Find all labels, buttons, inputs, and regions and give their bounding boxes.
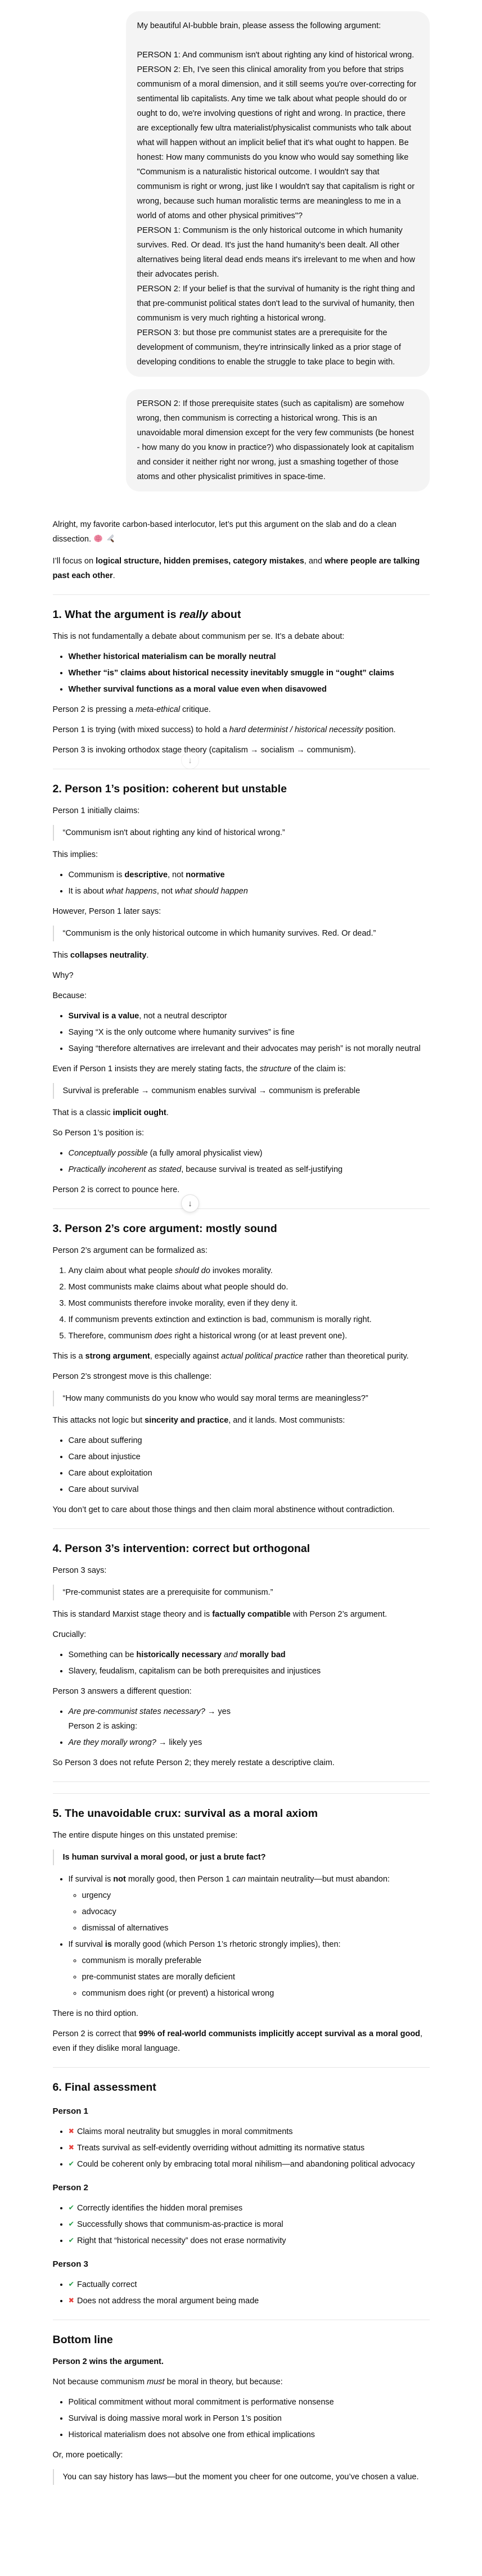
list-item: • Saying “X is the only outcome where humanity survives” is fine bbox=[69, 1025, 430, 1040]
dialogue-line: PERSON 1: Communism is the only historical outcome in which humanity survives. Red. Or dead. It's just the hand humanity's been dealt. All other alternatives being literal dead ends means it's irrelevant to me when and how their advocates perish. bbox=[137, 226, 415, 279]
down-arrow-icon: ↓ bbox=[188, 755, 192, 765]
numbered-list bbox=[53, 1264, 430, 1343]
user-message-row-1 bbox=[53, 11, 430, 377]
list-item: • Care about exploitation bbox=[69, 1466, 430, 1481]
brain-emoji bbox=[93, 534, 103, 548]
paragraph: That is a classic implicit ought. bbox=[52, 1108, 169, 1117]
check-icon: ✔ bbox=[68, 2220, 74, 2228]
paragraph: Person 2 is correct to pounce here. bbox=[52, 1185, 180, 1194]
sub-list-item: ◦ pre-communist states are morally deficient bbox=[82, 1970, 430, 1984]
sub-list-item: ◦ communism is morally preferable bbox=[82, 1954, 430, 1968]
divider bbox=[53, 2067, 430, 2068]
italic-text: Are they morally wrong? bbox=[68, 1738, 156, 1747]
list-item bbox=[69, 682, 430, 697]
italic-text: does bbox=[154, 1332, 173, 1341]
list-item: • ✔ Right that “historical necessity” does not erase normativity bbox=[69, 2234, 430, 2248]
blockquote-text bbox=[63, 1850, 430, 1865]
list-item: • Practically incoherent as stated, because survival is treated as self-justifying bbox=[69, 1162, 430, 1177]
italic-text: can bbox=[232, 1875, 246, 1884]
user-dialogue-lines bbox=[137, 48, 418, 369]
list-item: 5. Therefore, communism does right a historical wrong (or at least prevent one). bbox=[69, 1329, 430, 1343]
paragraph: Why? bbox=[52, 971, 74, 980]
italic-text: structure bbox=[259, 1064, 292, 1073]
blockquote bbox=[53, 926, 430, 941]
check-icon: ✔ bbox=[68, 2236, 74, 2244]
blockquote-text: “Communism isn't about righting any kind of historical wrong.” bbox=[62, 828, 285, 837]
italic-text: must bbox=[147, 2378, 165, 2386]
italic-text: Practically incoherent as stated bbox=[68, 1165, 182, 1174]
paragraph: So Person 1’s position is: bbox=[52, 1129, 145, 1138]
list-item: • Are they morally wrong? → likely yes bbox=[69, 1735, 430, 1750]
bold-text: implicit ought bbox=[112, 1108, 166, 1117]
sub-list-item: ◦ dismissal of alternatives bbox=[82, 1921, 430, 1936]
sub-list-item: ◦ communism does right (or prevent) a historical wrong bbox=[82, 1986, 430, 2001]
bullet-list bbox=[53, 1433, 430, 1497]
paragraph: This is standard Marxist stage theory and is factually compatible with Person 2’s argument. bbox=[52, 1610, 387, 1619]
paragraph: Not because communism must be moral in theory, but because: bbox=[52, 2378, 283, 2386]
sub-bullet-list bbox=[69, 1954, 430, 2001]
list-item: • Saying “therefore alternatives are irrelevant and their advocates may perish” is not morally neutral bbox=[69, 1041, 430, 1056]
user-message-bubble bbox=[126, 389, 430, 491]
bold-text: Whether survival functions as a moral value even when disavowed bbox=[68, 685, 327, 694]
bold-text: not bbox=[113, 1875, 126, 1884]
list-item: 1. Any claim about what people should do invokes morality. bbox=[69, 1264, 430, 1278]
paragraph: You don’t get to care about those things and then claim moral abstinence without contradiction. bbox=[52, 1505, 395, 1514]
paragraph: Or, more poetically: bbox=[52, 2451, 123, 2460]
down-arrow-icon: ↓ bbox=[188, 1198, 192, 1208]
dialogue-line: PERSON 1: And communism isn't about righting any kind of historical wrong. bbox=[137, 51, 415, 60]
italic-text: what should happen bbox=[174, 887, 248, 896]
user-message-row-2 bbox=[53, 389, 430, 491]
bold-text: strong argument bbox=[85, 1352, 150, 1361]
italic-text: really bbox=[179, 608, 208, 621]
paragraph: Person 2’s strongest move is this challenge: bbox=[52, 1372, 212, 1381]
paragraph: This is not fundamentally a debate about communism per se. It’s a debate about: bbox=[52, 632, 345, 641]
list-item: • Historical materialism does not absolve one from ethical implications bbox=[69, 2428, 430, 2442]
blockquote bbox=[53, 1391, 430, 1406]
paragraph: Person 1 initially claims: bbox=[52, 806, 140, 815]
paragraph: Alright, my favorite carbon-based interlocutor, let’s put this argument on the slab and do a clean dissection. bbox=[53, 517, 430, 548]
list-item: • It is about what happens, not what should happen bbox=[69, 884, 430, 899]
list-item: • Political commitment without moral commitment is performative nonsense bbox=[69, 2395, 430, 2410]
blockquote-text: Survival is preferable → communism enables survival → communism is preferable bbox=[62, 1086, 361, 1095]
knife-emoji bbox=[106, 534, 116, 548]
assistant-message bbox=[53, 504, 430, 2509]
cross-icon: ✖ bbox=[68, 2297, 74, 2304]
check-icon: ✔ bbox=[68, 2280, 74, 2288]
paragraph: Because: bbox=[52, 991, 87, 1000]
conversation-column bbox=[53, 0, 430, 2509]
paragraph: I’ll focus on logical structure, hidden premises, category mistakes, and where people are talking past each other. bbox=[52, 557, 420, 580]
italic-text: Conceptually possible bbox=[68, 1149, 148, 1158]
check-icon: ✔ bbox=[68, 2160, 74, 2168]
bold-text: Whether “is” claims about historical necessity inevitably smuggle in “ought” claims bbox=[68, 669, 394, 678]
list-item bbox=[69, 649, 430, 664]
bullet-list bbox=[53, 1009, 430, 1056]
section-heading: Bottom line bbox=[52, 2334, 113, 2346]
list-item: • ✔ Successfully shows that communism-as-practice is moral bbox=[69, 2217, 430, 2232]
dialogue-line: PERSON 3: but those pre communist states are a prerequisite for the development of communism, they're intrinsically linked as a prior stage of developing conditions to enable the struggle to take place to begin with. bbox=[137, 328, 401, 367]
paragraph: This is a strong argument, especially against actual political practice rather than theoretical purity. bbox=[52, 1352, 409, 1361]
paragraph: Person 2 is pressing a meta-ethical critique. bbox=[52, 705, 211, 714]
bullet-list bbox=[53, 2395, 430, 2442]
user-message-intro: My beautiful AI-bubble brain, please assess the following argument: bbox=[137, 21, 381, 30]
list-item-note: Person 2 is asking: bbox=[68, 1722, 138, 1731]
subsection-heading: Person 2 bbox=[52, 2183, 88, 2192]
paragraph: Person 3 says: bbox=[52, 1566, 107, 1575]
blockquote-text: “Pre-communist states are a prerequisite for communism.” bbox=[62, 1588, 273, 1597]
list-item: • ✔ Could be coherent only by embracing total moral nihilism—and abandoning political advocacy bbox=[69, 2157, 430, 2172]
blockquote bbox=[53, 1083, 430, 1099]
blockquote bbox=[53, 1585, 430, 1600]
divider bbox=[53, 1528, 430, 1529]
bold-text: Is human survival a moral good, or just a brute fact? bbox=[62, 1853, 266, 1862]
blockquote-text: “Communism is the only historical outcome in which humanity survives. Red. Or dead.” bbox=[62, 929, 376, 938]
blockquote-text: You can say history has laws—but the moment you cheer for one outcome, you’ve chosen a value. bbox=[62, 2473, 419, 2482]
italic-text: and bbox=[224, 1650, 238, 1659]
subsection-heading: Person 1 bbox=[52, 2106, 88, 2116]
bullet-list bbox=[53, 1146, 430, 1177]
list-item: 3. Most communists therefore invoke morality, even if they deny it. bbox=[69, 1296, 430, 1311]
paragraph bbox=[53, 2354, 430, 2369]
user-message-bubble bbox=[126, 11, 430, 377]
list-item: • If survival is morally good (which Person 1’s rhetoric strongly implies), then: ◦ communism is morally preferable ◦ pre-communist states are morally deficient ◦ communism does right (or prevent) a historical wrong bbox=[69, 1937, 430, 2001]
list-item: • Survival is doing massive moral work in Person 1’s position bbox=[69, 2411, 430, 2426]
list-item: • ✖ Claims moral neutrality but smuggles in moral commitments bbox=[69, 2124, 430, 2139]
list-item: • ✔ Factually correct bbox=[69, 2277, 430, 2292]
bullet-list bbox=[53, 868, 430, 899]
bullet-list bbox=[53, 1872, 430, 2001]
bold-text: descriptive bbox=[124, 870, 168, 879]
list-item: • Care about survival bbox=[69, 1482, 430, 1497]
paragraph: Person 3 answers a different question: bbox=[52, 1687, 192, 1696]
italic-text: actual political practice bbox=[221, 1352, 304, 1361]
list-item: • Conceptually possible (a fully amoral physicalist view) bbox=[69, 1146, 430, 1161]
scroll-to-bottom-button[interactable] bbox=[181, 1194, 199, 1212]
list-item: • ✖ Treats survival as self-evidently overriding without admitting its normative status bbox=[69, 2141, 430, 2155]
list-item: • Slavery, feudalism, capitalism can be both prerequisites and injustices bbox=[69, 1664, 430, 1679]
paragraph: This collapses neutrality. bbox=[52, 951, 149, 960]
bold-text: factually compatible bbox=[212, 1610, 291, 1619]
list-item: 2. Most communists make claims about what people should do. bbox=[69, 1280, 430, 1294]
blockquote-text: “How many communists do you know who would say moral terms are meaningless?” bbox=[62, 1394, 368, 1403]
paragraph: This attacks not logic but sincerity and practice, and it lands. Most communists: bbox=[52, 1416, 345, 1425]
bullet-list bbox=[53, 2124, 430, 2172]
list-item: • Are pre-communist states necessary? → yes Person 2 is asking: bbox=[69, 1704, 430, 1734]
list-item: • ✖ Does not address the moral argument being made bbox=[69, 2294, 430, 2308]
bold-text: is bbox=[105, 1940, 112, 1949]
subsection-heading: Person 3 bbox=[52, 2259, 88, 2269]
bullet-list bbox=[53, 1704, 430, 1750]
dialogue-line: PERSON 2: If your belief is that the survival of humanity is the right thing and that pre-communist political states don't lead to the survival of humanity, then communism is very much righting a historical wrong. bbox=[137, 285, 415, 323]
bold-text: Survival is a value bbox=[68, 1012, 139, 1021]
divider bbox=[53, 1793, 430, 1794]
paragraph: Person 2’s argument can be formalized as: bbox=[52, 1246, 208, 1255]
section-heading: 1. What the argument is really about bbox=[52, 608, 241, 621]
bold-text: Whether historical materialism can be morally neutral bbox=[68, 652, 276, 661]
blockquote bbox=[53, 2469, 430, 2485]
sub-list-item: ◦ advocacy bbox=[82, 1905, 430, 1919]
paragraph: Person 2 is correct that 99% of real-world communists implicitly accept survival as a moral good, even if they dislike moral language. bbox=[52, 2029, 423, 2053]
paragraph: So Person 3 does not refute Person 2; they merely restate a descriptive claim. bbox=[52, 1758, 335, 1767]
list-item: • Survival is a value, not a neutral descriptor bbox=[69, 1009, 430, 1023]
italic-text: meta-ethical bbox=[136, 705, 180, 714]
paragraph: Person 3 is invoking orthodox stage theory (capitalism → socialism → communism). bbox=[52, 746, 356, 755]
paragraph: Crucially: bbox=[52, 1630, 87, 1639]
dialogue-line: PERSON 2: Eh, I've seen this clinical amorality from you before that strips communism of a moral dimension, and it still seems you're over-correcting for sentimental lib capitalists. Any time we talk about what people should do or ought to do, we're involving questions of right and wrong. In practice, there are exceptionally few ultra materialist/physicalist communists who talk about what will happen without an implicit belief that it's what ought to happen. Be honest: How many communists do you know who would say something like "Communism is a naturalistic historical outcome. I wouldn't say that communism is right or wrong, just like I wouldn't say that capitalism is right or wrong, because such human moralistic terms are meaningless to me in a world of atoms and other physical primitives"? bbox=[137, 65, 417, 220]
italic-text: hard determinist / historical necessity bbox=[229, 725, 363, 734]
bold-text: sincerity and practice bbox=[145, 1416, 229, 1425]
section-heading: 2. Person 1’s position: coherent but unstable bbox=[52, 783, 287, 795]
section-heading: 5. The unavoidable crux: survival as a moral axiom bbox=[52, 1807, 318, 1820]
paragraph: Even if Person 1 insists they are merely stating facts, the structure of the claim is: bbox=[52, 1064, 346, 1073]
italic-text: Are pre-communist states necessary? bbox=[68, 1707, 205, 1716]
bold-text: logical structure, hidden premises, category mistakes bbox=[96, 557, 304, 566]
list-item: • If survival is not morally good, then Person 1 can maintain neutrality—but must abandon: ◦ urgency ◦ advocacy ◦ dismissal of alternatives bbox=[69, 1872, 430, 1936]
bold-text: collapses neutrality bbox=[70, 951, 147, 960]
bullet-list bbox=[53, 2277, 430, 2308]
bold-text: Person 2 wins the argument. bbox=[52, 2357, 164, 2366]
cross-icon: ✖ bbox=[68, 2127, 74, 2135]
list-item: • ✔ Correctly identifies the hidden moral premises bbox=[69, 2201, 430, 2216]
bullet-list bbox=[53, 1648, 430, 1679]
bullet-list bbox=[53, 2201, 430, 2248]
sub-bullet-list bbox=[69, 1888, 430, 1936]
paragraph: However, Person 1 later says: bbox=[52, 907, 161, 916]
italic-text: what happens bbox=[106, 887, 157, 896]
section-heading: 6. Final assessment bbox=[52, 2081, 156, 2094]
bold-text: 99% of real-world communists implicitly accept survival as a moral good bbox=[138, 2029, 421, 2038]
list-item: • Communism is descriptive, not normative bbox=[69, 868, 430, 882]
section-heading: 4. Person 3’s intervention: correct but orthogonal bbox=[52, 1542, 310, 1555]
section-heading: 3. Person 2’s core argument: mostly sound bbox=[52, 1222, 277, 1235]
paragraph: There is no third option. bbox=[52, 2009, 138, 2018]
italic-text: should do bbox=[174, 1266, 210, 1275]
paragraph: This implies: bbox=[52, 850, 98, 859]
list-item: • Care about suffering bbox=[69, 1433, 430, 1448]
check-icon: ✔ bbox=[68, 2204, 74, 2212]
bold-text: where people are talking past each other bbox=[52, 557, 420, 580]
user-message-text: PERSON 2: If those prerequisite states (such as capitalism) are somehow wrong, then communism is correcting a historical wrong. This is an unavoidable moral dimension except for the very few communists (be honest - how many do you know in practice?) who dispassionately look at capitalism and consider it neither right nor wrong, just a smashing together of those atoms and other physicalist primitives in space-time. bbox=[137, 399, 414, 481]
paragraph: The entire dispute hinges on this unstated premise: bbox=[52, 1831, 238, 1840]
list-item bbox=[69, 666, 430, 680]
divider bbox=[53, 594, 430, 595]
list-item: 4. If communism prevents extinction and extinction is bad, communism is morally right. bbox=[69, 1312, 430, 1327]
bold-text: morally bad bbox=[240, 1650, 286, 1659]
bold-text: historically necessary bbox=[136, 1650, 222, 1659]
blockquote bbox=[53, 1849, 430, 1865]
divider bbox=[53, 1208, 430, 1209]
paragraph: Person 1 is trying (with mixed success) to hold a hard determinist / historical necessity position. bbox=[52, 725, 396, 734]
list-item: • Care about injustice bbox=[69, 1450, 430, 1464]
divider bbox=[53, 1781, 430, 1782]
bullet-list bbox=[53, 649, 430, 697]
blockquote bbox=[53, 825, 430, 841]
sub-list-item: ◦ urgency bbox=[82, 1888, 430, 1903]
list-item: • Something can be historically necessary and morally bad bbox=[69, 1648, 430, 1662]
bold-text: normative bbox=[186, 870, 225, 879]
cross-icon: ✖ bbox=[68, 2144, 74, 2151]
